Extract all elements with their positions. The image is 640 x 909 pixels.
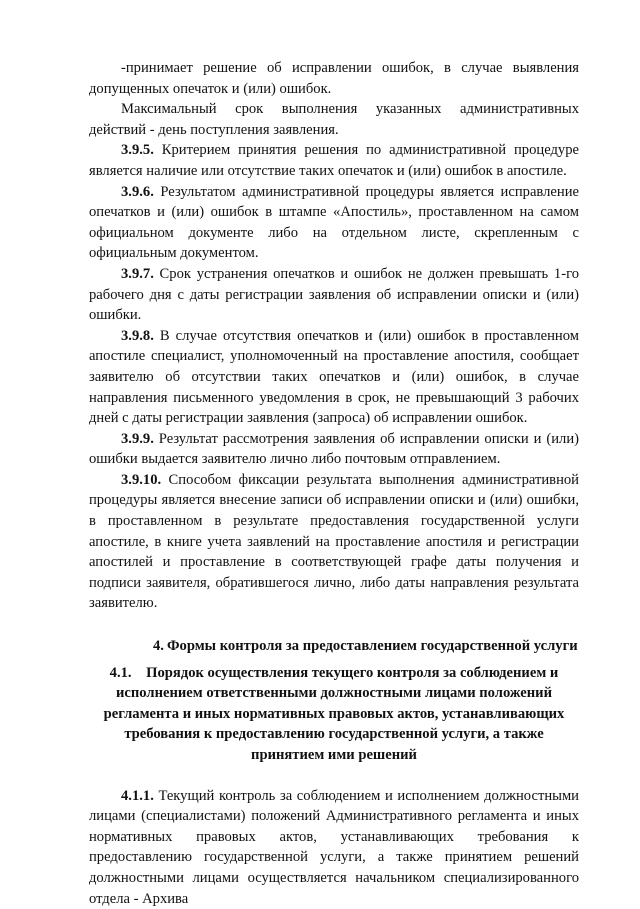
section-title: Формы контроля за предоставлением государственной услуги (167, 638, 578, 655)
section-number: 4. (153, 638, 164, 655)
clause-3-9-10 (89, 470, 579, 614)
section-title: Порядок осуществления текущего контроля за соблюдением и исполнением ответственными должностными лицами положений регламента и иных нормативных правовых актов, устанавливающих требования к предоставлению государственной услуги, а также принятием ими решений (103, 664, 565, 763)
clause-text: Результат рассмотрения заявления об исправлении описки и (или) ошибки выдается заявителю лично либо почтовым отправлением. (89, 430, 579, 468)
clause-number: 3.9.6. (121, 183, 154, 200)
clause-3-9-6 (89, 182, 579, 264)
clause-number: 3.9.5. (121, 142, 154, 159)
clause-3-9-7 (89, 264, 579, 326)
clause-text: Текущий контроль за соблюдением и исполнением должностными лицами (специалистами) положений Административного регламента и иных нормативных правовых актов, устанавливающих требования к предоставлению государственной услуги, а также принятием решений должностными лицами осуществляется начальником специализированного отдела - Архива (89, 787, 579, 907)
clause-3-9-9 (89, 429, 579, 470)
spacer (89, 766, 579, 786)
clause-text: В случае отсутствия опечатков и (или) ошибок в проставленном апостиле специалист, уполномоченный на проставление апостиля, сообщает заявителю об отсутствии таких опечатков и (или) ошибок, в случае направления письменного уведомления в срок, не превышающий 3 рабочих дней с даты регистрации заявления (запроса) об исправлении ошибок. (89, 327, 579, 427)
paragraph-decision: -принимает решение об исправлении ошибок, в случае выявления допущенных опечаток и (или) ошибок. (89, 60, 579, 97)
clause-number: 4.1.1. (121, 787, 154, 804)
spacer (89, 614, 579, 636)
section-number: 4.1. (109, 664, 132, 681)
clause-4-1-1 (89, 786, 579, 909)
section-4-1-heading (89, 663, 579, 766)
clause-text: Способом фиксации результата выполнения административной процедуры является внесение записи об исправлении описки и (или) ошибки, в проставленном в результате предоставления государственной услуги апостиле, в книге учета заявлений на проставление апостиля и регистрации апостилей и проставление в соответствующей графе даты получения и подписи заявителя, обратившегося лично, либо даты направления результата заявителю. (89, 471, 579, 612)
clause-text: Срок устранения опечатков и ошибок не должен превышать 1-го рабочего дня с даты регистрации заявления об исправлении описки и (или) ошибки. (89, 265, 579, 324)
paragraph-max-term: Максимальный срок выполнения указанных административных действий - день поступления заявления. (89, 101, 579, 138)
section-4-heading (89, 636, 579, 657)
clause-text: Результатом административной процедуры является исправление опечатков и (или) ошибок в штампе «Апостиль», проставленном на самом официальном документе либо на отдельном листе, скрепленным с официальным документом. (89, 183, 579, 262)
clause-number: 3.9.8. (121, 327, 154, 344)
clause-3-9-8 (89, 326, 579, 429)
clause-number: 3.9.10. (121, 471, 162, 488)
clause-text: Критерием принятия решения по административной процедуре является наличие или отсутствие таких опечаток и (или) ошибок в апостиле. (89, 142, 579, 179)
clause-3-9-5 (89, 140, 579, 181)
clause-number: 3.9.7. (121, 265, 154, 282)
clause-number: 3.9.9. (121, 430, 154, 447)
